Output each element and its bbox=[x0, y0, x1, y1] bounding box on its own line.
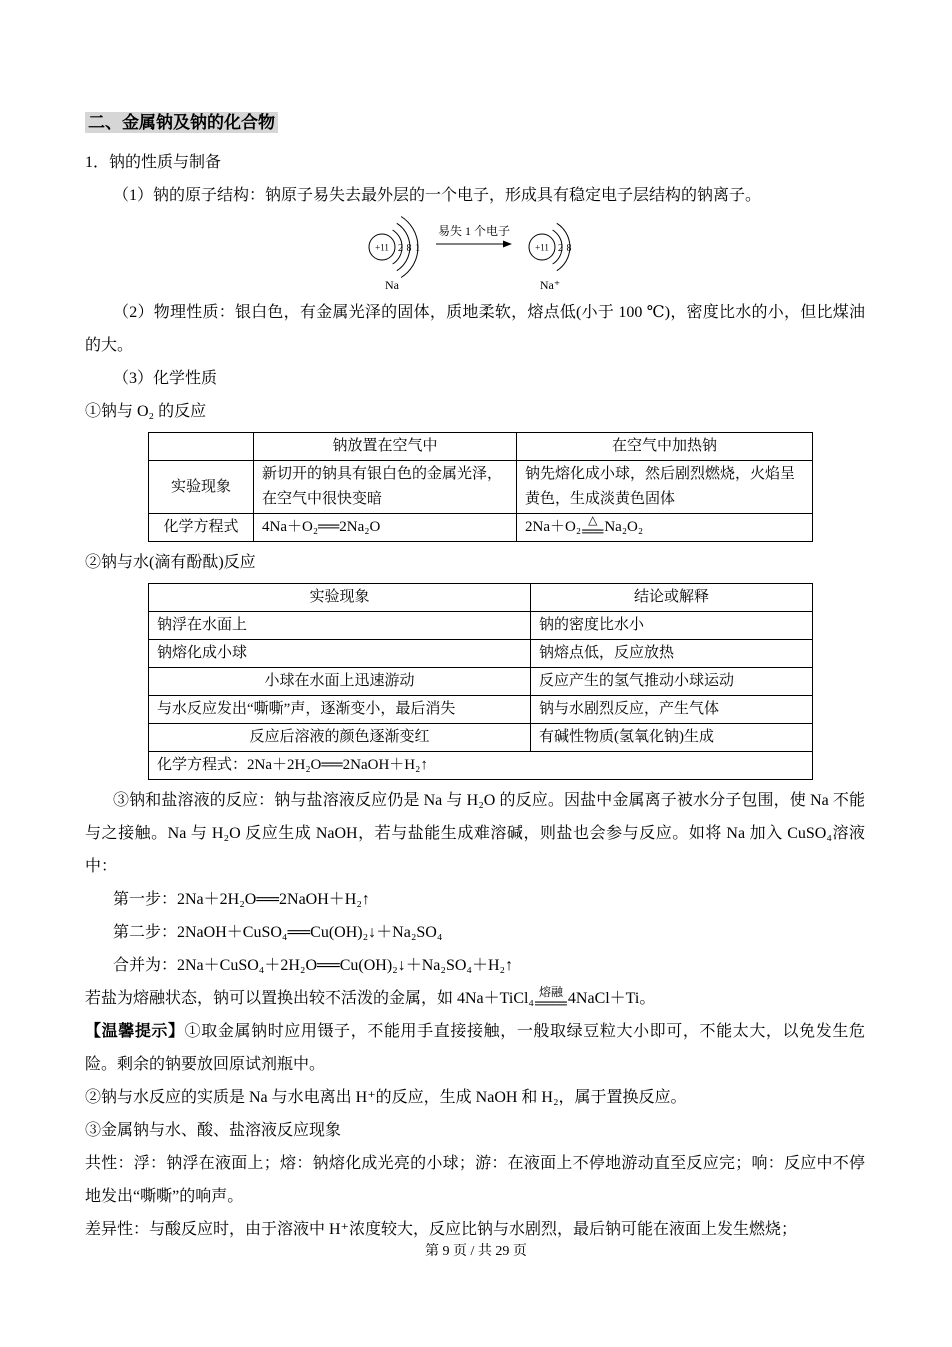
para-physical-properties: （2）物理性质：银白色，有金属光泽的固体，质地柔软，熔点低(小于 100 ℃)，密度比水的小，但比煤油的大。 bbox=[85, 304, 865, 354]
na-shell-count-2: 8 bbox=[406, 243, 412, 254]
para-common-phenomena: 共性：浮：钠浮在液面上；熔：钠熔化成光亮的小球；游：在液面上不停地游动直至反应完；响：反应中不停地发出“嘶嘶”的响声。 bbox=[85, 1155, 865, 1206]
na-atom-label: Na bbox=[385, 278, 399, 292]
table-row bbox=[149, 724, 813, 752]
heading-sodium-water: ②钠与水(滴有酚酞)反应 bbox=[85, 554, 256, 572]
page-footer: 第 9 页 / 共 29 页 bbox=[425, 1244, 527, 1259]
table-row bbox=[149, 584, 813, 612]
cell-equation-air: 4Na＋O₂══2Na₂O bbox=[254, 514, 517, 542]
na-ion-label: Na⁺ bbox=[539, 278, 561, 292]
section-title-highlight: 二、金属钠及钠的化合物 bbox=[85, 112, 278, 133]
para-difference-phenomena: 差异性：与酸反应时，由于溶液中 H⁺浓度较大，反应比钠与水剧烈，最后钠可能在液面上发生燃烧； bbox=[85, 1221, 798, 1239]
para-atomic-structure: （1）钠的原子结构：钠原子易失去最外层的一个电子，形成具有稳定电子层结构的钠离子。 bbox=[113, 187, 762, 204]
equation-heated-right: Na₂O₂ bbox=[604, 519, 644, 535]
na-shell-count-3: 1 bbox=[415, 243, 420, 254]
table-row bbox=[149, 612, 813, 640]
cell-phenomenon: 小球在水面上迅速游动 bbox=[149, 668, 531, 696]
equation-step2: 第二步：2NaOH＋CuSO₄══Cu(OH)₂↓＋Na₂SO₄ bbox=[113, 924, 443, 942]
para-tip-essence: ②钠与水反应的实质是 Na 与水电离出 H⁺的反应，生成 NaOH 和 H₂，属于置换反应。 bbox=[85, 1089, 687, 1107]
equation-double-line: ═══ bbox=[535, 995, 567, 1012]
cell-phenomenon: 与水反应发出“嘶嘶”声，逐渐变小，最后消失 bbox=[149, 696, 531, 724]
reaction-condition-stack bbox=[582, 513, 604, 541]
para-tips bbox=[85, 1015, 865, 1081]
section-title bbox=[85, 112, 865, 134]
cell-water-equation: 化学方程式：2Na＋2H₂O══2NaOH＋H₂↑ bbox=[149, 752, 813, 780]
na-shell-count-1: 2 bbox=[398, 243, 403, 254]
cell-phenomenon: 钠熔化成小球 bbox=[149, 640, 531, 668]
para-salt-solution: ③钠和盐溶液的反应：钠与盐溶液反应仍是 Na 与 H₂O 的反应。因盐中金属离子被水分子包围，使 Na 不能与之接触。Na 与 H₂O 反应生成 NaOH，若与盐能生成难溶碱，则盐也会参与反应。如将 Na 加入 CuSO₄溶液中： bbox=[85, 792, 865, 876]
equation-double-line: ══ bbox=[582, 524, 604, 541]
col-header-conclusion: 结论或解释 bbox=[531, 584, 813, 612]
equation-merged: 合并为：2Na＋CuSO₄＋2H₂O══Cu(OH)₂↓＋Na₂SO₄＋H₂↑ bbox=[113, 957, 514, 975]
na-ion-nucleus-charge: +11 bbox=[535, 242, 549, 253]
heading-chemical-properties: （3）化学性质 bbox=[113, 370, 218, 387]
cell-phenomenon: 钠浮在水面上 bbox=[149, 612, 531, 640]
tip-text: ①取金属钠时应用镊子，不能用手直接接触，一般取绿豆粒大小即可，不能太大，以免发生危险。剩余的钠要放回原试剂瓶中。 bbox=[85, 1023, 865, 1074]
cell-conclusion: 钠熔点低，反应放热 bbox=[531, 640, 813, 668]
cell-conclusion: 反应产生的氢气推动小球运动 bbox=[531, 668, 813, 696]
equation-heated-left: 2Na＋O₂ bbox=[525, 519, 582, 535]
table-row bbox=[149, 514, 813, 542]
molten-pre: 若盐为熔融状态，钠可以置换出较不活泼的金属，如 4Na＋TiCl₄ bbox=[85, 990, 535, 1008]
cell-phenomenon: 反应后溶液的颜色逐渐变红 bbox=[149, 724, 531, 752]
reaction-arrow-head bbox=[503, 241, 512, 248]
para-molten-displacement bbox=[85, 982, 865, 1015]
sodium-water-table bbox=[148, 583, 813, 780]
electron-loss-label: 易失 1 个电子 bbox=[437, 224, 511, 238]
table-row bbox=[149, 668, 813, 696]
molten-condition-stack bbox=[535, 985, 567, 1010]
row-label-equation: 化学方程式 bbox=[149, 514, 254, 542]
cell-equation-heated bbox=[517, 514, 813, 542]
heading-sodium-oxygen: ①钠与 O₂ 的反应 bbox=[85, 403, 207, 420]
tip-label: 【温馨提示】 bbox=[85, 1023, 185, 1041]
na-ion-shell-count-1: 2 bbox=[558, 243, 563, 254]
row-label-phenomenon: 实验现象 bbox=[149, 461, 254, 514]
atom-structure-diagram bbox=[85, 212, 865, 296]
heading-sodium-properties: 1．钠的性质与制备 bbox=[85, 154, 222, 171]
cell-conclusion: 钠与水剧烈反应，产生气体 bbox=[531, 696, 813, 724]
cell-conclusion: 有碱性物质(氢氧化钠)生成 bbox=[531, 724, 813, 752]
table-row bbox=[149, 752, 813, 780]
na-ion-shell-count-2: 8 bbox=[566, 243, 572, 254]
cell-phenomenon-air: 新切开的钠具有银白色的金属光泽，在空气中很快变暗 bbox=[254, 461, 517, 514]
document-content bbox=[85, 112, 865, 1246]
table-row bbox=[149, 461, 813, 514]
col-header-air: 钠放置在空气中 bbox=[254, 433, 517, 461]
heading-reaction-phenomena: ③金属钠与水、酸、盐溶液反应现象 bbox=[85, 1122, 342, 1140]
cell-conclusion: 钠的密度比水小 bbox=[531, 612, 813, 640]
molten-post: 4NaCl＋Ti。 bbox=[567, 990, 656, 1008]
atom-diagram-svg bbox=[350, 214, 600, 294]
sodium-oxygen-table bbox=[148, 432, 813, 542]
table-corner-cell bbox=[149, 433, 254, 461]
col-header-phenomenon: 实验现象 bbox=[149, 584, 531, 612]
na-nucleus-charge: +11 bbox=[375, 242, 389, 253]
table-row bbox=[149, 433, 813, 461]
cell-phenomenon-heated: 钠先熔化成小球，然后剧烈燃烧，火焰呈黄色，生成淡黄色固体 bbox=[517, 461, 813, 514]
col-header-heated: 在空气中加热钠 bbox=[517, 433, 813, 461]
condition-molten: 熔融 bbox=[538, 984, 563, 999]
table-row bbox=[149, 640, 813, 668]
equation-step1: 第一步：2Na＋2H₂O══2NaOH＋H₂↑ bbox=[113, 891, 370, 909]
table-row bbox=[149, 696, 813, 724]
condition-triangle: △ bbox=[588, 513, 598, 528]
